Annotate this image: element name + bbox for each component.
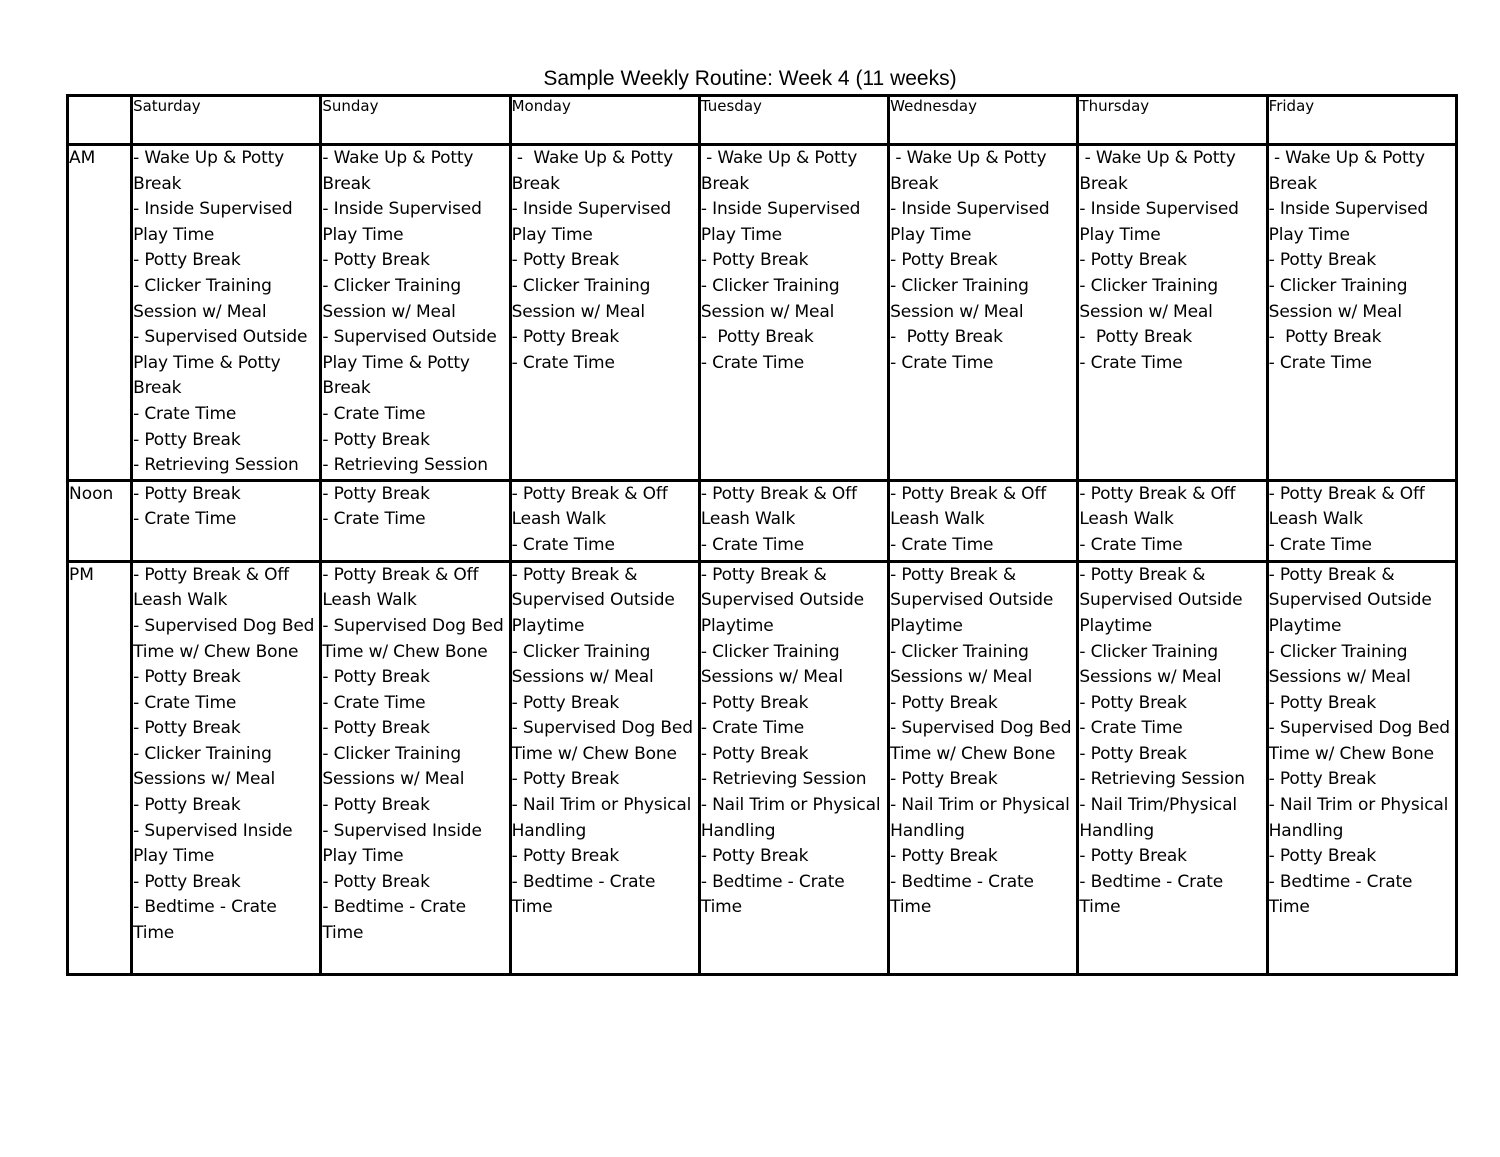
schedule-entry: - Crate Time <box>700 718 805 739</box>
cell-pm-saturday <box>132 561 321 974</box>
schedule-entry: - Potty Break <box>1079 743 1187 764</box>
schedule-entry: - Crate Time <box>133 509 237 530</box>
schedule-entry: - Bedtime - Crate Time <box>1268 871 1418 918</box>
schedule-entry: - Wake Up & Potty Break <box>1079 148 1241 194</box>
schedule-entry: - Potty Break <box>322 429 430 450</box>
schedule-entry: - Clicker Training Sessions w/ Meal <box>1268 641 1413 688</box>
schedule-entry: - Potty Break & Off Leash Walk <box>511 483 673 530</box>
schedule-entry: - Potty Break <box>1079 846 1187 867</box>
schedule-entry: - Wake Up & Potty Break <box>322 148 479 194</box>
schedule-entry: - Bedtime - Crate Time <box>890 871 1040 918</box>
schedule-entry: - Clicker Training Sessions w/ Meal <box>133 743 278 790</box>
schedule-entry: - Potty Break <box>322 871 430 892</box>
schedule-entry: - Crate Time <box>1268 352 1372 373</box>
row-label-am: AM <box>68 145 132 481</box>
schedule-entry: - Retrieving Session <box>700 769 867 790</box>
cell-noon-thursday <box>1078 480 1267 561</box>
cell-noon-tuesday <box>699 480 888 561</box>
schedule-entry: - Crate Time <box>511 352 615 373</box>
schedule-entry: - Potty Break <box>890 250 998 271</box>
schedule-entry: - Nail Trim or Physical Handling <box>511 795 697 841</box>
schedule-entry: - Crate Time <box>322 403 426 424</box>
cell-am-saturday <box>132 145 321 481</box>
row-label-noon: Noon <box>68 480 132 561</box>
schedule-entry: - Potty Break <box>1079 692 1187 713</box>
schedule-entry: - Potty Break <box>511 769 620 790</box>
schedule-entry: - Potty Break <box>700 692 809 713</box>
schedule-entry: - Crate Time <box>133 692 237 713</box>
schedule-entry: - Clicker Training Sessions w/ Meal <box>700 641 845 688</box>
schedule-entry: - Potty Break <box>890 692 998 713</box>
table-row-pm <box>68 561 1457 974</box>
schedule-entry: - Potty Break <box>700 327 814 348</box>
schedule-entry: - Potty Break & Supervised Outside Playtime <box>1079 564 1248 636</box>
schedule-entry: - Potty Break <box>700 250 809 271</box>
schedule-entry: - Clicker Training Sessions w/ Meal <box>1079 641 1224 688</box>
schedule-entry: - Potty Break <box>322 718 430 739</box>
schedule-entry: - Potty Break <box>322 667 430 688</box>
cell-pm-friday <box>1267 561 1456 974</box>
schedule-entry: - Clicker Training Session w/ Meal <box>1079 275 1224 322</box>
schedule-entry: - Clicker Training Sessions w/ Meal <box>890 641 1035 688</box>
schedule-entry: - Supervised Inside Play Time <box>133 820 298 867</box>
schedule-entry: - Supervised Outside Play Time & Potty Break <box>322 327 502 399</box>
schedule-entry: - Wake Up & Potty Break <box>133 148 290 194</box>
cell-am-monday <box>510 145 699 481</box>
schedule-entry: - Retrieving Session <box>133 455 299 476</box>
column-header-monday: Monday <box>510 96 699 145</box>
schedule-entry: - Crate Time <box>322 692 426 713</box>
cell-am-friday <box>1267 145 1456 481</box>
cell-pm-sunday <box>321 561 510 974</box>
schedule-entry: - Potty Break <box>511 846 620 867</box>
schedule-entry: - Clicker Training Session w/ Meal <box>322 275 467 322</box>
schedule-entry: - Supervised Dog Bed Time w/ Chew Bone <box>890 718 1077 764</box>
schedule-entry: - Potty Break & Off Leash Walk <box>700 483 863 530</box>
column-header-friday: Friday <box>1267 96 1456 145</box>
schedule-entry: - Nail Trim or Physical Handling <box>700 795 886 841</box>
cell-pm-thursday <box>1078 561 1267 974</box>
schedule-entry: - Bedtime - Crate Time <box>511 871 661 918</box>
header-corner-cell <box>68 96 132 145</box>
schedule-entry: - Potty Break & Supervised Outside Playtime <box>1268 564 1437 636</box>
schedule-entry: - Supervised Dog Bed Time w/ Chew Bone <box>322 615 509 662</box>
schedule-entry: - Potty Break & Supervised Outside Playtime <box>890 564 1059 636</box>
schedule-entry: - Bedtime - Crate Time <box>322 897 472 944</box>
schedule-entry: - Crate Time <box>1079 534 1183 555</box>
schedule-entry: - Clicker Training Sessions w/ Meal <box>511 641 656 688</box>
schedule-entry: - Inside Supervised Play Time <box>890 199 1055 245</box>
schedule-entry: - Clicker Training Session w/ Meal <box>700 275 845 322</box>
cell-pm-tuesday <box>699 561 888 974</box>
schedule-entry: - Potty Break & Off Leash Walk <box>133 564 295 611</box>
header-row <box>68 96 1457 145</box>
schedule-entry: - Potty Break <box>1268 692 1377 713</box>
table-row-am <box>68 145 1457 481</box>
schedule-entry: - Crate Time <box>890 352 994 373</box>
schedule-entry: - Potty Break & Off Leash Walk <box>890 483 1052 530</box>
cell-am-wednesday <box>889 145 1078 481</box>
schedule-entry: - Potty Break <box>133 483 241 504</box>
cell-noon-friday <box>1267 480 1456 561</box>
schedule-entry: - Nail Trim or Physical Handling <box>890 795 1075 841</box>
schedule-entry: - Potty Break <box>511 692 620 713</box>
schedule-entry: - Potty Break <box>511 327 620 348</box>
cell-am-thursday <box>1078 145 1267 481</box>
schedule-entry: - Bedtime - Crate Time <box>133 897 282 944</box>
schedule-entry: - Supervised Dog Bed Time w/ Chew Bone <box>1268 718 1456 764</box>
schedule-entry: - Clicker Training Session w/ Meal <box>890 275 1035 322</box>
schedule-entry: - Crate Time <box>700 352 805 373</box>
schedule-entry: - Nail Trim/Physical Handling <box>1079 795 1243 841</box>
cell-pm-monday <box>510 561 699 974</box>
schedule-entry: - Bedtime - Crate Time <box>1079 871 1229 918</box>
schedule-entry: - Potty Break <box>1268 769 1377 790</box>
schedule-entry: - Potty Break <box>1079 327 1193 348</box>
schedule-entry: - Crate Time <box>1079 352 1183 373</box>
schedule-entry: - Inside Supervised Play Time <box>1079 199 1245 245</box>
schedule-entry: - Crate Time <box>700 534 805 555</box>
schedule-entry: - Potty Break <box>700 743 809 764</box>
schedule-entry: - Inside Supervised Play Time <box>133 199 298 245</box>
cell-noon-sunday <box>321 480 510 561</box>
schedule-entry: - Potty Break <box>890 327 1003 348</box>
schedule-entry: - Potty Break <box>133 429 241 450</box>
schedule-entry: - Potty Break <box>322 483 430 504</box>
schedule-entry: - Potty Break <box>133 718 241 739</box>
schedule-entry: - Potty Break <box>322 250 430 271</box>
schedule-entry: - Clicker Training Session w/ Meal <box>133 275 278 322</box>
table-row-noon <box>68 480 1457 561</box>
schedule-entry: - Retrieving Session <box>1079 769 1245 790</box>
schedule-entry: - Potty Break <box>322 795 430 816</box>
schedule-entry: - Potty Break <box>1268 327 1382 348</box>
schedule-entry: - Inside Supervised Play Time <box>1268 199 1434 245</box>
schedule-entry: - Inside Supervised Play Time <box>322 199 488 245</box>
cell-am-tuesday <box>699 145 888 481</box>
schedule-entry: - Wake Up & Potty Break <box>700 148 863 194</box>
cell-am-sunday <box>321 145 510 481</box>
schedule-entry: - Wake Up & Potty Break <box>1268 148 1431 194</box>
column-header-sunday: Sunday <box>321 96 510 145</box>
schedule-entry: - Supervised Dog Bed Time w/ Chew Bone <box>133 615 320 662</box>
schedule-entry: - Potty Break <box>700 846 809 867</box>
schedule-entry: - Supervised Inside Play Time <box>322 820 488 867</box>
schedule-entry: - Potty Break & Off Leash Walk <box>322 564 484 611</box>
schedule-entry: - Clicker Training Session w/ Meal <box>1268 275 1413 322</box>
schedule-entry: - Potty Break <box>133 795 241 816</box>
schedule-entry: - Crate Time <box>133 403 237 424</box>
cell-noon-saturday <box>132 480 321 561</box>
schedule-entry: - Potty Break <box>133 667 241 688</box>
row-label-pm: PM <box>68 561 132 974</box>
schedule-entry: - Potty Break & Supervised Outside Playtime <box>511 564 680 636</box>
schedule-entry: - Potty Break <box>1268 250 1377 271</box>
schedule-entry: - Crate Time <box>1268 534 1372 555</box>
schedule-entry: - Inside Supervised Play Time <box>511 199 677 245</box>
schedule-entry: - Potty Break <box>133 871 241 892</box>
page-title: Sample Weekly Routine: Week 4 (11 weeks) <box>543 67 957 90</box>
schedule-entry: - Potty Break <box>133 250 241 271</box>
schedule-entry: - Crate Time <box>511 534 615 555</box>
schedule-entry: - Clicker Training Session w/ Meal <box>511 275 656 322</box>
column-header-thursday: Thursday <box>1078 96 1267 145</box>
schedule-entry: - Potty Break & Supervised Outside Playtime <box>700 564 870 636</box>
schedule-entry: - Supervised Dog Bed Time w/ Chew Bone <box>511 718 699 764</box>
schedule-entry: - Potty Break <box>890 846 998 867</box>
schedule-entry: - Inside Supervised Play Time <box>700 199 866 245</box>
schedule-entry: - Potty Break <box>890 769 998 790</box>
cell-pm-wednesday <box>889 561 1078 974</box>
cell-noon-monday <box>510 480 699 561</box>
schedule-entry: - Potty Break <box>1268 846 1377 867</box>
schedule-entry: - Potty Break <box>1079 250 1187 271</box>
weekly-routine-table <box>66 94 1458 976</box>
schedule-entry: - Retrieving Session <box>322 455 488 476</box>
column-header-saturday: Saturday <box>132 96 321 145</box>
schedule-entry: - Supervised Outside Play Time & Potty Break <box>133 327 313 399</box>
cell-noon-wednesday <box>889 480 1078 561</box>
schedule-entry: - Clicker Training Sessions w/ Meal <box>322 743 467 790</box>
schedule-entry: - Wake Up & Potty Break <box>511 148 679 194</box>
schedule-entry: - Crate Time <box>1079 718 1183 739</box>
column-header-wednesday: Wednesday <box>889 96 1078 145</box>
schedule-entry: - Potty Break & Off Leash Walk <box>1268 483 1430 530</box>
schedule-entry: - Crate Time <box>322 509 426 530</box>
schedule-entry: - Bedtime - Crate Time <box>700 871 850 918</box>
schedule-entry: - Wake Up & Potty Break <box>890 148 1052 194</box>
schedule-entry: - Potty Break <box>511 250 620 271</box>
schedule-entry: - Nail Trim or Physical Handling <box>1268 795 1454 841</box>
schedule-entry: - Crate Time <box>890 534 994 555</box>
column-header-tuesday: Tuesday <box>699 96 888 145</box>
schedule-entry: - Potty Break & Off Leash Walk <box>1079 483 1241 530</box>
